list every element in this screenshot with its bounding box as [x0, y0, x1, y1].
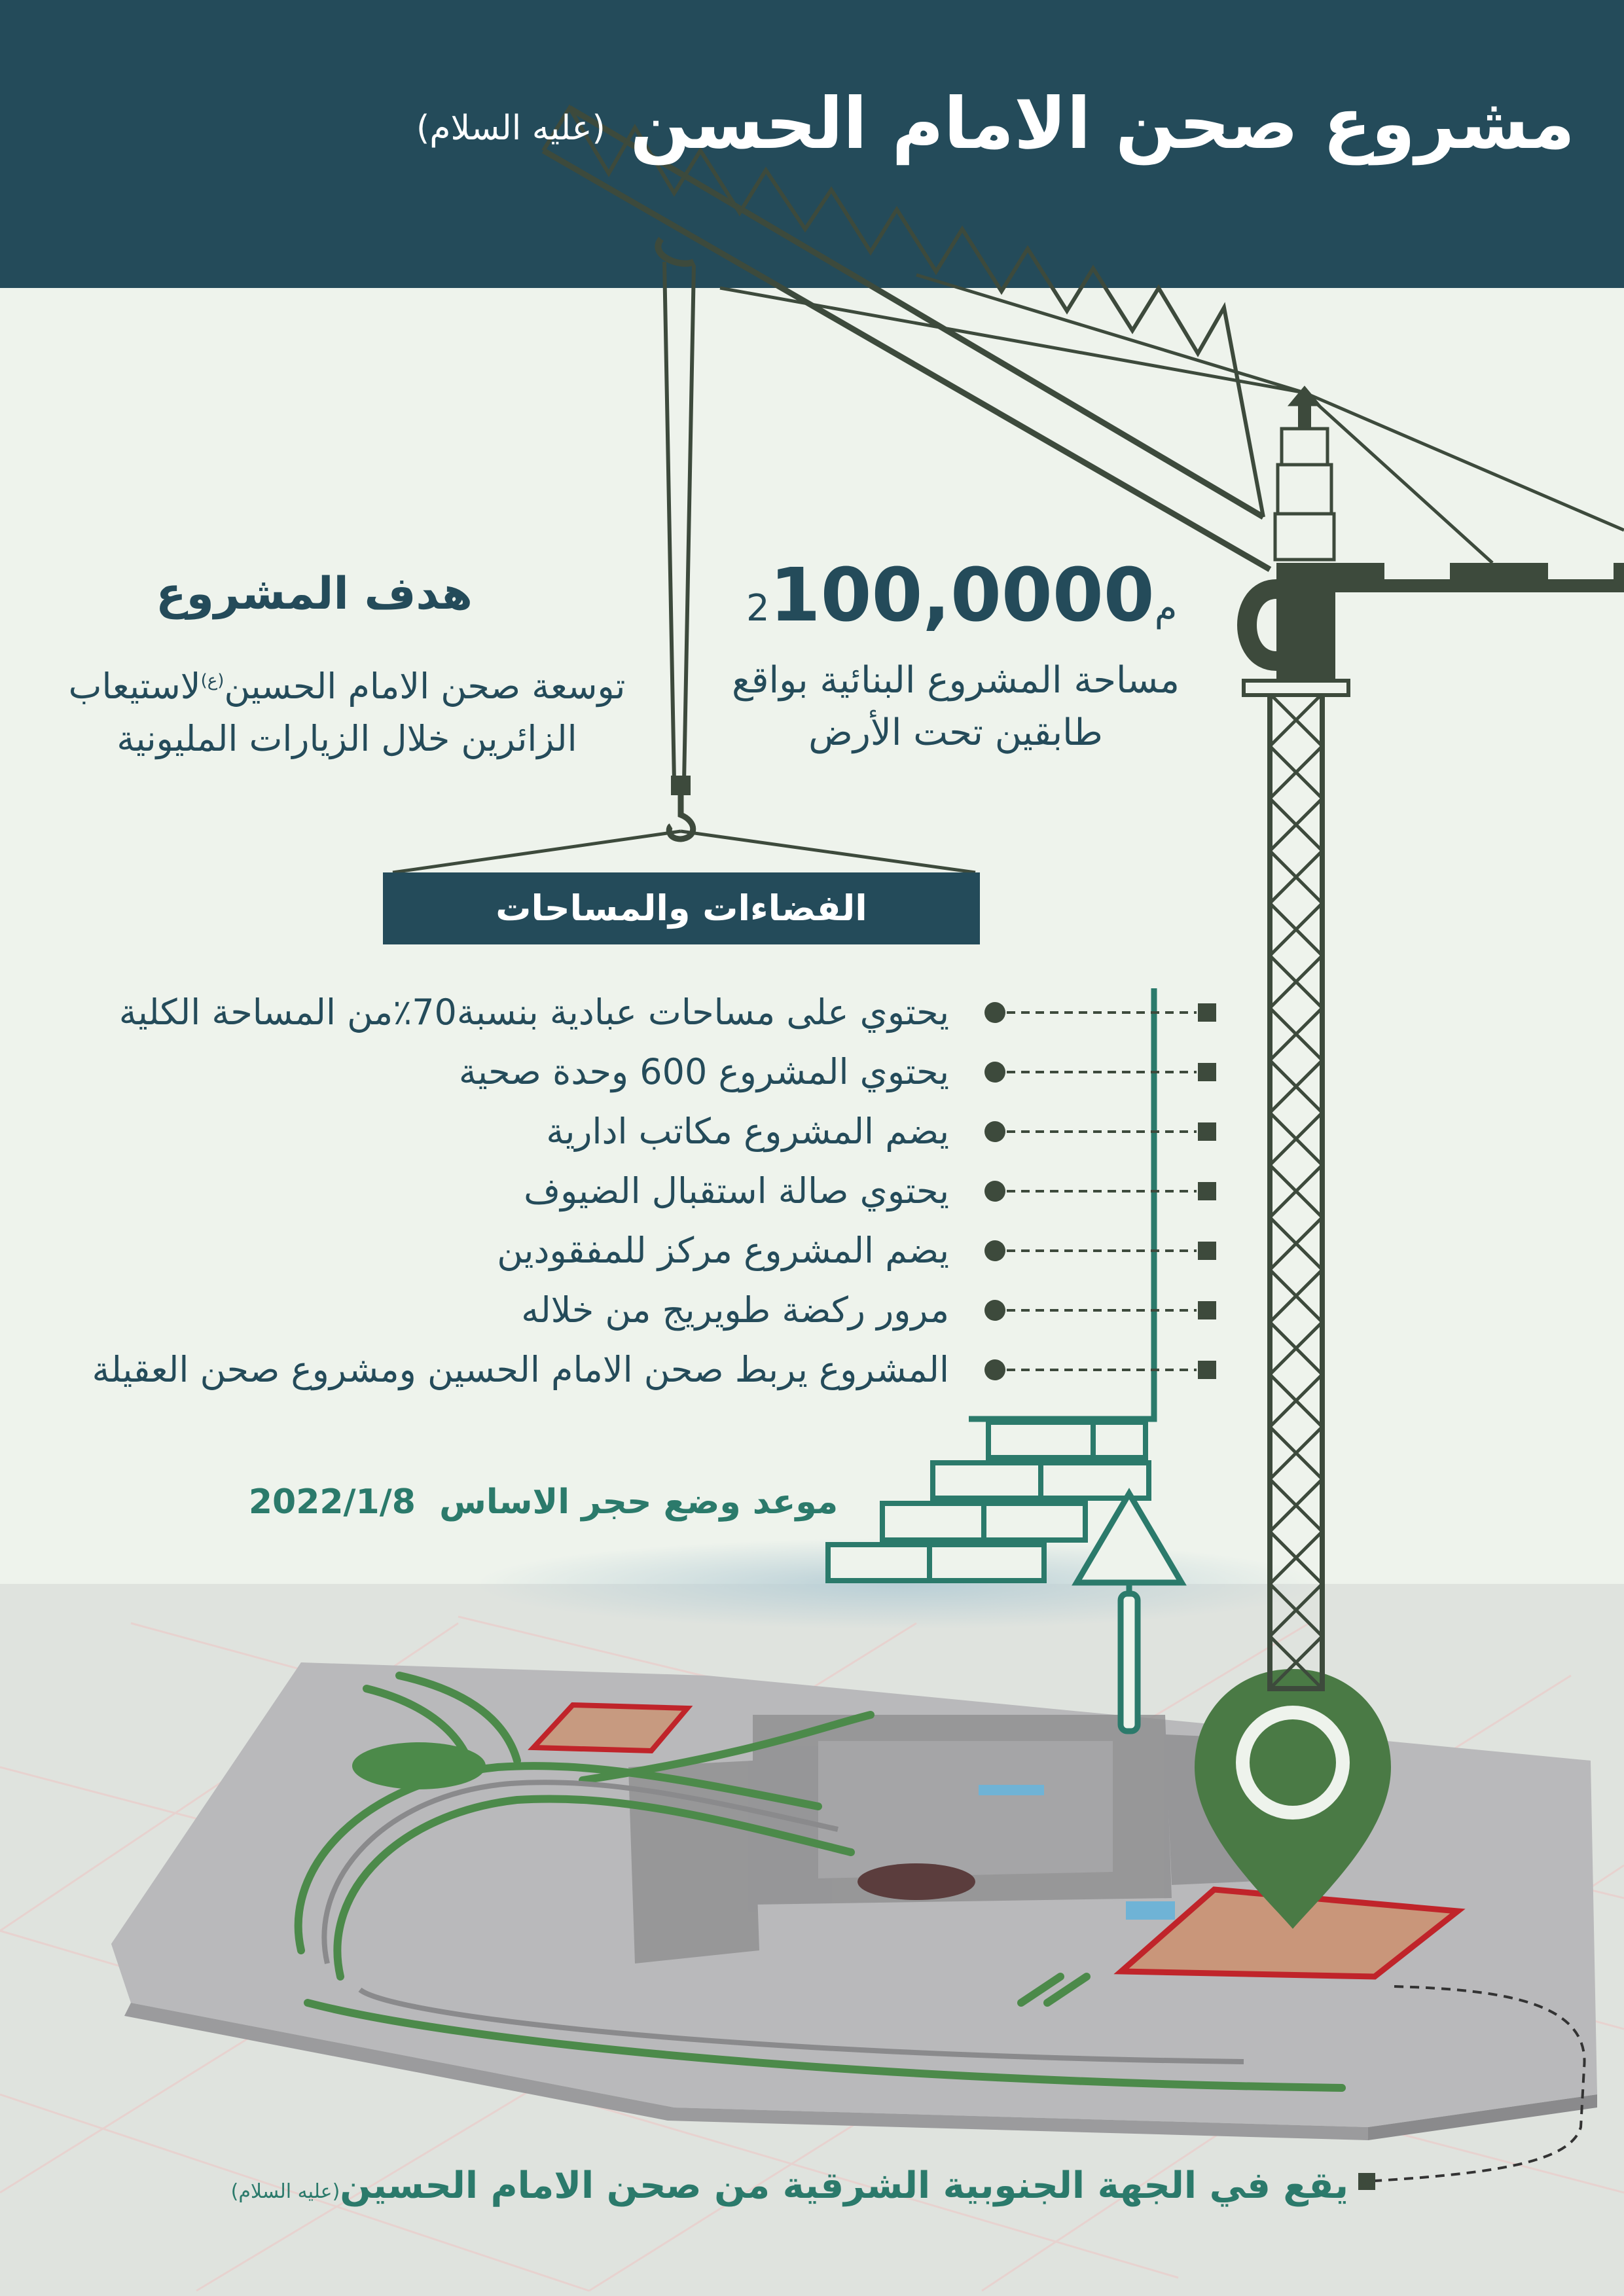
title-text: مشروع صحن الامام الحسن [630, 83, 1575, 165]
goal-line1-part1: توسعة صحن الامام الحسين [224, 666, 626, 707]
list-item: يحتوي صالة استقبال الضيوف [524, 1170, 949, 1211]
area-description [707, 655, 1204, 759]
list-leaders [984, 1002, 1216, 1380]
foundation-date-value: 2022/1/8 [248, 1482, 416, 1522]
goal-description [26, 655, 668, 765]
list-connector-line [969, 988, 1154, 1419]
goal-line2: الزائرين خلال الزيارات المليونية [117, 718, 577, 759]
spaces-title: الفضاءات والمساحات [496, 888, 867, 929]
location-marker [1358, 2173, 1375, 2190]
list-item: يحتوي على مساحات عبادية بنسبة70٪من المساحة الكلية [118, 992, 949, 1033]
area-unit: م2 [746, 587, 1178, 630]
page-title [416, 72, 1575, 181]
list-item: المشروع يربط صحن الامام الحسين ومشروع صحن العقيلة [92, 1349, 949, 1390]
area-stat [746, 553, 1178, 638]
location-note [230, 2160, 1348, 2218]
goal-line1-part2: لاستيعاب [68, 666, 201, 707]
list-item: مرور ركضة طويريج من خلاله [521, 1289, 949, 1331]
area-desc-line1: مساحة المشروع البنائية بواقع [731, 659, 1180, 702]
trowel-icon [1077, 1494, 1182, 1731]
list-item: يضم المشروع مكاتب ادارية [546, 1111, 949, 1152]
goal-line1 [26, 655, 668, 713]
foundation-label: موعد وضع حجر الاساس [439, 1482, 839, 1522]
location-honorific: (عليه السلام) [230, 2180, 340, 2203]
area-value: 100,0000 [769, 553, 1155, 638]
location-text: يقع في الجهة الجنوبية الشرقية من صحن الامام الحسين [340, 2164, 1348, 2207]
title-honorific: (عليه السلام) [416, 109, 605, 149]
hook-icon [393, 776, 975, 872]
goal-honorific: (ع) [200, 671, 225, 691]
area-desc-line2: طابقين تحت الأرض [808, 711, 1103, 754]
goal-title: هدف المشروع [156, 568, 473, 620]
spaces-banner [383, 872, 980, 944]
list-item: يحتوي المشروع 600 وحدة صحية [458, 1051, 949, 1092]
list-item: يضم المشروع مركز للمفقودين [497, 1230, 949, 1271]
foundation-date [236, 1476, 851, 1528]
